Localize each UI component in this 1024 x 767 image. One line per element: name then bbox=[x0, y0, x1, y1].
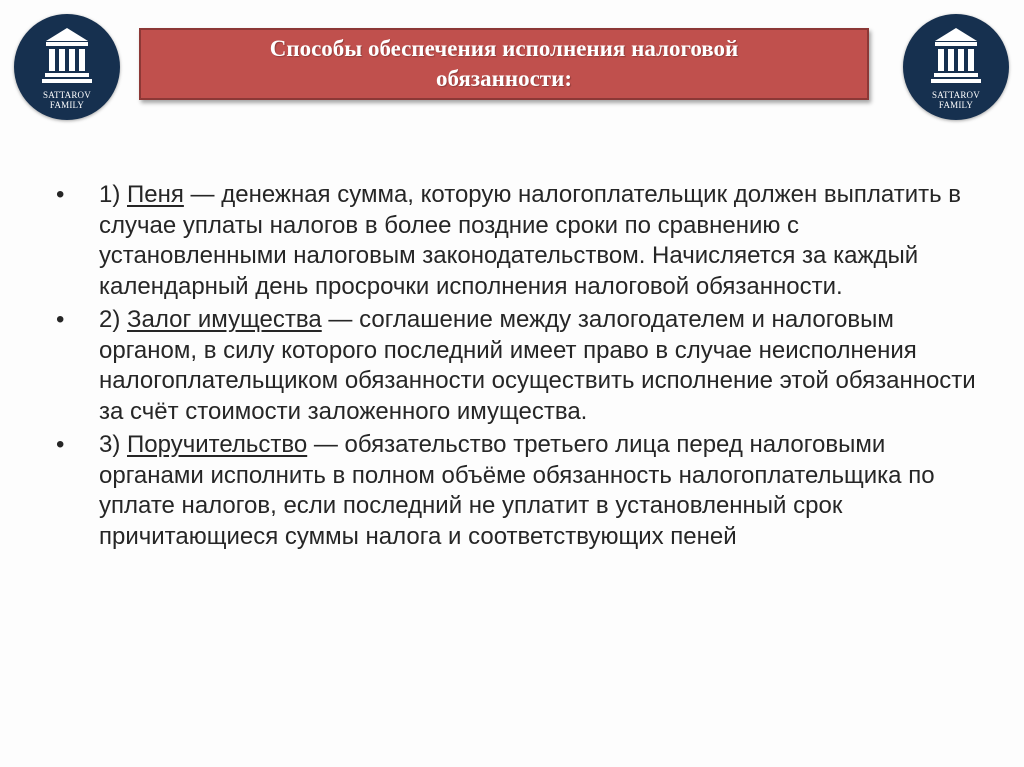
logo-text-line2: FAMILY bbox=[938, 100, 974, 110]
list-item-guarantee bbox=[52, 430, 982, 552]
logo-right bbox=[903, 14, 1009, 120]
logo-left bbox=[14, 14, 120, 120]
item-number: 2) bbox=[99, 306, 128, 333]
bullet-icon: • bbox=[56, 181, 65, 208]
logo-text-line1: SATTAROV bbox=[932, 90, 980, 100]
slide-title: Способы обеспечения исполнения налоговой обязанности: bbox=[269, 36, 739, 91]
item-term: Пеня bbox=[127, 181, 184, 208]
item-term: Залог имущества bbox=[127, 306, 322, 333]
item-text: — соглашение между залогодателем и налоговым органом, в силу которого последний имеет право в случае неисполнения налогоплательщиком обязанности осуществить исполнение этой обязанности за счёт стоимости заложенного имущества. bbox=[99, 306, 976, 425]
title-banner bbox=[139, 28, 869, 100]
bullet-list bbox=[52, 180, 982, 555]
bullet-icon: • bbox=[56, 306, 65, 333]
list-item-pledge bbox=[52, 305, 982, 427]
item-text: — денежная сумма, которую налогоплательщик должен выплатить в случае уплаты налогов в более поздние сроки по сравнению с установленными налоговым законодательством. Начисляется за каждый календарный день просрочки исполнения налоговой обязанности. bbox=[99, 181, 962, 300]
item-term: Поручительство bbox=[127, 431, 308, 458]
item-number: 1) bbox=[99, 181, 128, 208]
logo-text-line2: FAMILY bbox=[49, 100, 85, 110]
logo-text-line1: SATTAROV bbox=[43, 90, 91, 100]
bullet-icon: • bbox=[56, 431, 65, 458]
item-number: 3) bbox=[99, 431, 128, 458]
list-item-penalty bbox=[52, 180, 982, 302]
item-text: — обязательство третьего лица перед налоговыми органами исполнить в полном объёме обязанность налогоплательщика по уплате налогов, если последний не уплатит в установленный срок причитающиеся суммы налога и соответствующих пеней bbox=[99, 431, 935, 550]
